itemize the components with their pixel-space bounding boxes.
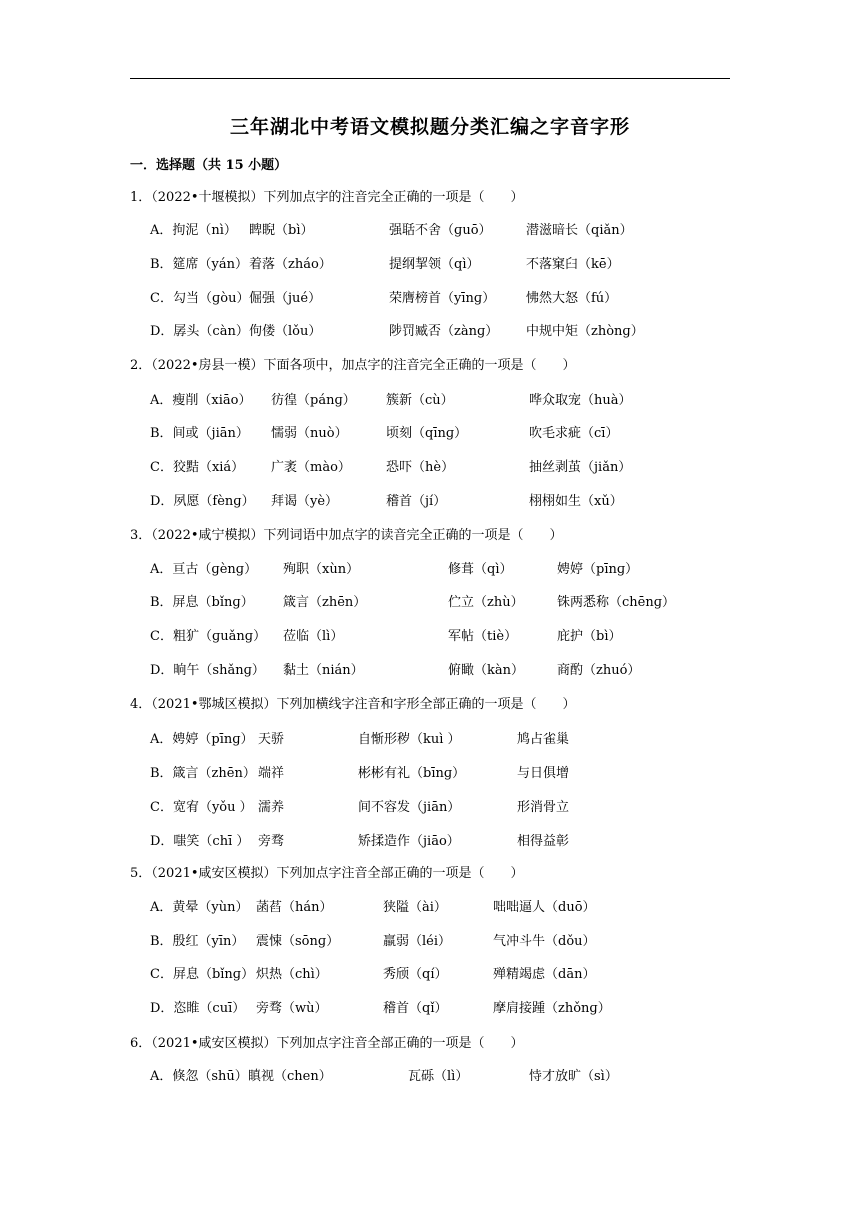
option-item: 军帖（tiè） [448, 629, 518, 644]
option-row [150, 764, 710, 784]
option-item: 佝偻（lǒu） [249, 324, 322, 339]
option-item: 修葺（qì） [448, 562, 513, 577]
option-label-item: A．拘泥（nì） [150, 223, 237, 238]
option-item: 俯瞰（kàn） [448, 663, 525, 678]
option-label-item: A．倏忽（shū） [150, 1069, 248, 1084]
page-title: 三年湖北中考语文模拟题分类汇编之字音字形 [229, 116, 630, 138]
option-item: 咄咄逼人（duō） [493, 900, 596, 915]
option-label-item: D．嗤笑（chī ） [150, 834, 250, 849]
option-item: 懦弱（nuò） [271, 426, 348, 441]
option-row [150, 255, 710, 275]
option-label-item: D．孱头（càn） [150, 324, 249, 339]
option-row [150, 458, 710, 478]
option-item: 摩肩接踵（zhǒnɡ） [493, 1001, 611, 1016]
option-label-item: B．间或（jiān） [150, 426, 249, 441]
option-item: 荣膺榜首（yīnɡ） [389, 291, 496, 306]
option-item: 羸弱（léi） [383, 934, 452, 949]
option-item: 伫立（zhù） [448, 595, 524, 610]
option-row [150, 289, 710, 309]
option-row [150, 798, 710, 818]
question-stem: 4．（2021•鄂城区模拟）下列加横线字注音和字形全部正确的一项是（ ） [130, 697, 576, 712]
option-item: 箴言（zhēn） [283, 595, 367, 610]
option-row [150, 560, 710, 580]
option-label-item: A．黄晕（yùn） [150, 900, 249, 915]
option-label-item: A．亘古（ɡènɡ） [150, 562, 258, 577]
option-item: 恐吓（hè） [386, 460, 455, 475]
question-stem: 6．（2021•咸安区模拟）下列加点字注音全部正确的一项是（ ） [130, 1036, 524, 1051]
option-item: 天骄 [258, 732, 285, 747]
option-label-item: C．勾当（ɡòu） [150, 291, 250, 306]
option-item: 旁骛 [258, 834, 285, 849]
option-row [150, 730, 710, 750]
option-item: 强聒不舍（ɡuō） [389, 223, 492, 238]
option-item: 狭隘（ài） [383, 900, 447, 915]
option-item: 中规中矩（zhònɡ） [526, 324, 644, 339]
option-label-item: C．宽宥（yǒu ） [150, 800, 253, 815]
option-item: 吹毛求疵（cī） [529, 426, 619, 441]
header-rule [130, 78, 730, 79]
option-label-item: D．晌午（shǎnɡ） [150, 663, 265, 678]
option-item: 铢两悉称（chēnɡ） [557, 595, 676, 610]
section-heading: 一．选择题（共 15 小题） [130, 158, 288, 173]
option-label-item: D．恣睢（cuī） [150, 1001, 246, 1016]
option-label-item: C．狡黠（xiá） [150, 460, 245, 475]
option-row [150, 627, 710, 647]
option-item: 黏土（nián） [283, 663, 364, 678]
question-stem: 3．（2022•咸宁模拟）下列词语中加点字的读音完全正确的一项是（ ） [130, 528, 563, 543]
option-row [150, 492, 710, 512]
option-row [150, 932, 710, 952]
option-item: 顷刻（qīnɡ） [386, 426, 468, 441]
option-item: 提纲挈领（qì） [389, 257, 480, 272]
option-item: 抽丝剥茧（jiǎn） [529, 460, 632, 475]
option-item: 彷徨（pánɡ） [271, 393, 356, 408]
option-row [150, 221, 710, 241]
option-label-item: C．粗犷（ɡuǎnɡ） [150, 629, 267, 644]
option-item: 着落（zháo） [249, 257, 332, 272]
question-stem: 1．（2022•十堰模拟）下列加点字的注音完全正确的一项是（ ） [130, 190, 524, 205]
option-item: 哗众取宠（huà） [529, 393, 632, 408]
option-item: 自惭形秽（kuì ） [358, 732, 461, 747]
option-row [150, 593, 710, 613]
option-item: 相得益彰 [517, 834, 570, 849]
option-item: 瞋视（chen） [248, 1069, 332, 1084]
option-item: 殚精竭虑（dān） [493, 967, 596, 982]
option-row [150, 661, 710, 681]
question-stem: 5．（2021•咸安区模拟）下列加点字注音全部正确的一项是（ ） [130, 866, 524, 881]
option-item: 形消骨立 [517, 800, 570, 815]
option-item: 倔强（jué） [249, 291, 322, 306]
option-label-item: B．箴言（zhēn） [150, 766, 256, 781]
option-item: 矫揉造作（jiāo） [358, 834, 460, 849]
option-row [150, 322, 710, 342]
option-row [150, 898, 710, 918]
question-stem: 2．（2022•房县一模）下面各项中，加点字的注音完全正确的一项是（ ） [130, 358, 576, 373]
option-row [150, 999, 710, 1019]
option-row [150, 424, 710, 444]
option-item: 间不容发（jiān） [358, 800, 461, 815]
option-item: 与日俱增 [517, 766, 570, 781]
option-label-item: B．屏息（bǐnɡ） [150, 595, 254, 610]
option-item: 广袤（mào） [271, 460, 351, 475]
option-label-item: B．筵席（yán） [150, 257, 249, 272]
option-row [150, 965, 710, 985]
option-item: 端祥 [258, 766, 285, 781]
option-item: 震悚（sōnɡ） [256, 934, 340, 949]
option-label-item: B．殷红（yīn） [150, 934, 245, 949]
option-item: 不落窠臼（kē） [526, 257, 620, 272]
option-item: 怫然大怒（fú） [526, 291, 618, 306]
option-item: 彬彬有礼（bīnɡ） [358, 766, 466, 781]
option-label-item: A．瘦削（xiāo） [150, 393, 252, 408]
option-item: 稽首（jí） [386, 494, 447, 509]
option-row [150, 832, 710, 852]
option-item: 秀颀（qí） [383, 967, 448, 982]
option-item: 旁骛（wù） [256, 1001, 328, 1016]
option-item: 潜滋暗长（qiǎn） [526, 223, 633, 238]
option-item: 稽首（qǐ） [383, 1001, 448, 1016]
option-item: 瓦砾（lì） [408, 1069, 469, 1084]
option-item: 簇新（cù） [386, 393, 454, 408]
option-item: 殉职（xùn） [283, 562, 360, 577]
option-label-item: A．娉婷（pīnɡ） [150, 732, 254, 747]
option-item: 陟罚臧否（zànɡ） [389, 324, 499, 339]
option-item: 濡养 [258, 800, 285, 815]
option-item: 菡萏（hán） [256, 900, 333, 915]
option-item: 拜谒（yè） [271, 494, 339, 509]
option-label-item: C．屏息（bǐnɡ） [150, 967, 255, 982]
option-item: 娉婷（pīnɡ） [557, 562, 639, 577]
option-item: 商酌（zhuó） [557, 663, 641, 678]
option-row [150, 1067, 710, 1087]
option-item: 莅临（lì） [283, 629, 344, 644]
option-item: 庇护（bì） [557, 629, 622, 644]
option-item: 炽热（chì） [256, 967, 328, 982]
option-item: 栩栩如生（xǔ） [529, 494, 623, 509]
option-item: 恃才放旷（sì） [529, 1069, 618, 1084]
option-item: 气冲斗牛（dǒu） [493, 934, 596, 949]
option-row [150, 391, 710, 411]
option-label-item: D．夙愿（fènɡ） [150, 494, 255, 509]
option-item: 鸠占雀巢 [517, 732, 570, 747]
option-item: 睥睨（bì） [249, 223, 314, 238]
